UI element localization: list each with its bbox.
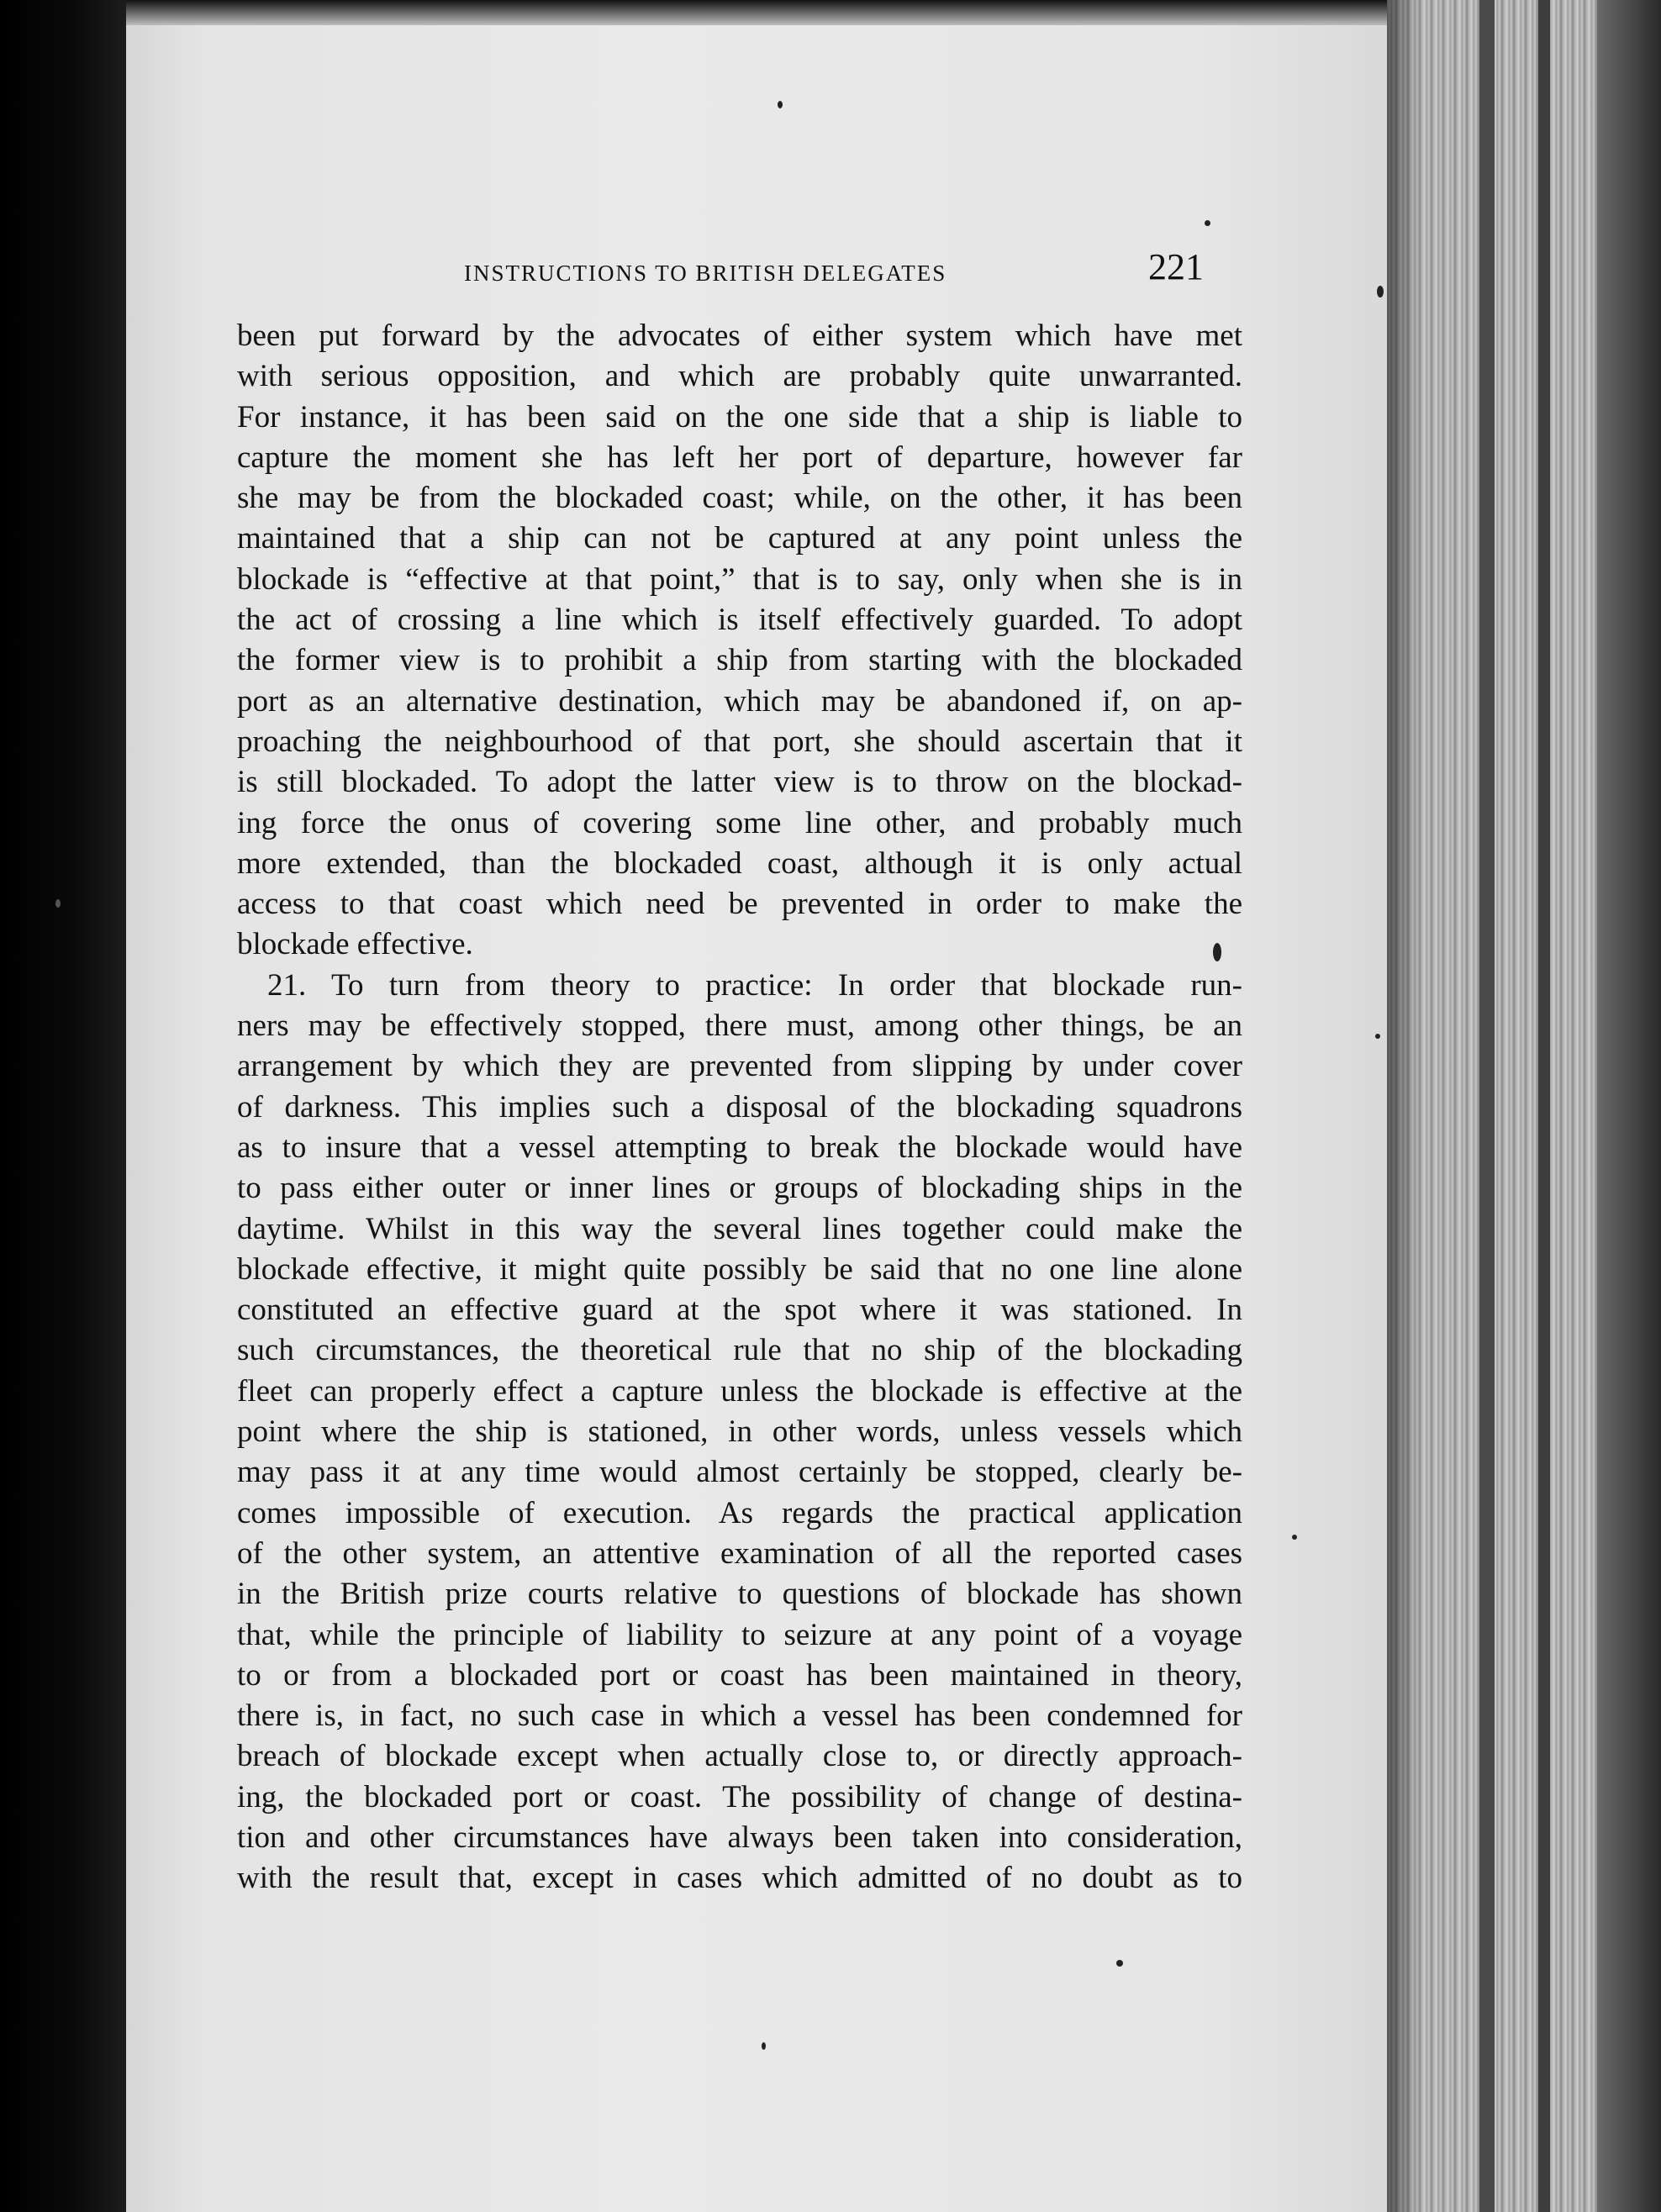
page-top-edge — [126, 0, 1387, 25]
body-text — [237, 316, 1242, 1899]
paragraph-start-line: 21. To turn from theory to practice: In order that blockade run- — [267, 967, 1242, 1003]
text-line: access to that coast which need be prevented in order to make the — [237, 887, 1242, 922]
dust-speck — [1292, 1535, 1297, 1540]
text-line: maintained that a ship can not be captured at any point unless the — [237, 521, 1242, 556]
text-line: there is, in fact, no such case in which a vessel has been condemned for — [237, 1698, 1242, 1734]
text-line: fleet can properly effect a capture unless the blockade is effective at the — [237, 1373, 1242, 1409]
text-line: the former view is to prohibit a ship from starting with the blockaded — [237, 643, 1242, 678]
text-line: comes impossible of execution. As regards the practical application — [237, 1495, 1242, 1530]
text-line: ners may be effectively stopped, there must, among other things, be an — [237, 1009, 1242, 1044]
page-edge-band — [1479, 0, 1495, 2212]
page-number: 221 — [1148, 246, 1204, 287]
text-line: may pass it at any time would almost certainly be stopped, clearly be- — [237, 1455, 1242, 1490]
text-line: daytime. Whilst in this way the several lines together could make the — [237, 1211, 1242, 1246]
dust-speck — [1375, 1034, 1380, 1039]
text-line: ing, the blockaded port or coast. The possibility of change of destina- — [237, 1779, 1242, 1814]
page-edge-band — [1538, 0, 1550, 2212]
text-line: constituted an effective guard at the spot where it was stationed. In — [237, 1293, 1242, 1328]
text-line: she may be from the blockaded coast; while, on the other, it has been — [237, 481, 1242, 516]
text-line: For instance, it has been said on the one side that a ship is liable to — [237, 399, 1242, 434]
text-line: with serious opposition, and which are probably quite unwarranted. — [237, 359, 1242, 394]
text-line: port as an alternative destination, which may be abandoned if, on ap- — [237, 683, 1242, 719]
dust-speck — [778, 101, 783, 108]
text-line: to or from a blockaded port or coast has been maintained in theory, — [237, 1657, 1242, 1693]
text-line: capture the moment she has left her port of departure, however far — [237, 440, 1242, 475]
dust-speck — [1205, 220, 1210, 226]
text-line: that, while the principle of liability to seizure at any point of a voyage — [237, 1617, 1242, 1652]
text-line: blockade effective, it might quite possibly be said that no one line alone — [237, 1251, 1242, 1287]
dust-speck — [1377, 286, 1384, 298]
text-line: tion and other circumstances have always been taken into consideration, — [237, 1820, 1242, 1855]
page-edge-band — [1597, 0, 1661, 2212]
text-line: more extended, than the blockaded coast, although it is only actual — [237, 845, 1242, 881]
text-line: proaching the neighbourhood of that port, she should ascertain that it — [237, 724, 1242, 759]
text-line: point where the ship is stationed, in other words, unless vessels which — [237, 1414, 1242, 1450]
text-line: such circumstances, the theoretical rule that no ship of the blockading — [237, 1333, 1242, 1368]
text-line: been put forward by the advocates of either system which have met — [237, 319, 1242, 353]
book-spine-shadow — [0, 0, 126, 2212]
text-line: arrangement by which they are prevented from slipping by under cover — [237, 1049, 1242, 1084]
text-line: blockade is “effective at that point,” that is to say, only when she is in — [237, 561, 1242, 597]
text-line: is still blockaded. To adopt the latter view is to throw on the blockad- — [237, 765, 1242, 800]
text-line: of the other system, an attentive examination of all the reported cases — [237, 1535, 1242, 1571]
text-line: the act of crossing a line which is itself effectively guarded. To adopt — [237, 603, 1242, 638]
text-line: to pass either outer or inner lines or groups of blockading ships in the — [237, 1171, 1242, 1206]
page-edge-shadow — [1387, 0, 1421, 2212]
text-line: in the British prize courts relative to questions of blockade has shown — [237, 1577, 1242, 1612]
dust-speck — [762, 2042, 766, 2050]
dust-speck — [1116, 1960, 1123, 1967]
text-line: as to insure that a vessel attempting to break the blockade would have — [237, 1130, 1242, 1165]
dust-speck — [1213, 943, 1221, 961]
text-line: breach of blockade except when actually close to, or directly approach- — [237, 1739, 1242, 1774]
text-line: ing force the onus of covering some line other, and probably much — [237, 805, 1242, 840]
paragraph-end-line: blockade effective. — [237, 927, 473, 962]
dust-speck — [55, 899, 61, 908]
running-title: INSTRUCTIONS TO BRITISH DELEGATES — [464, 261, 947, 286]
text-line: of darkness. This implies such a disposal of the blockading squadrons — [237, 1089, 1242, 1124]
text-line: with the result that, except in cases which admitted of no doubt as to — [237, 1861, 1242, 1896]
running-head — [240, 245, 1204, 296]
